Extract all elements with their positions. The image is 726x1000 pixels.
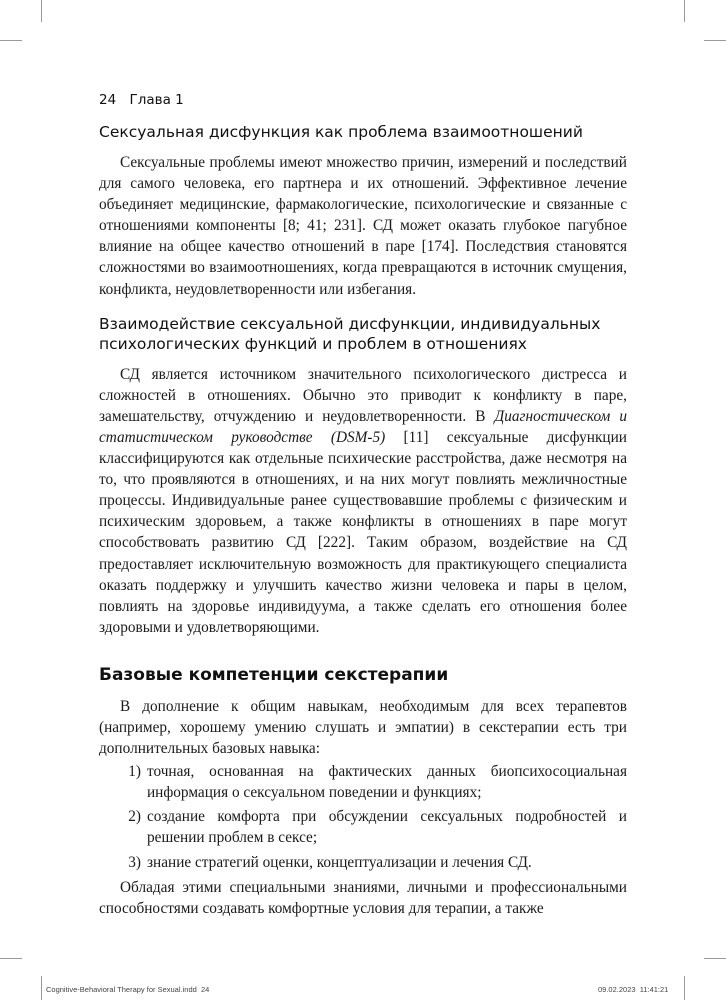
body-paragraph: В дополнение к общим навыкам, необходимым для всех терапевтов (например, хорошему умению слушать и эмпатии) в секстерапии есть три дополнительных базовых навыка: — [99, 697, 627, 758]
section-heading: Сексуальная дисфункция как проблема взаимоотношений — [99, 123, 583, 141]
crop-mark — [41, 976, 42, 1000]
crop-mark — [41, 0, 42, 22]
body-paragraph: Сексуальные проблемы имеют множество причин, измерений и последствий для самого человека, его партнера и их отношений. Эффективное лечение объединяет медицинские, фармакологические, психологические и связанные с отношениями компоненты [8; 41; 231]. СД может оказать глубокое пагубное влияние на общее качество отношений в паре [174]. Последствия становятся сложностями во взаимоотношениях, когда превращаются в источник смущения, конфликта, неудовлетворенности или избегания. — [99, 154, 627, 298]
crop-mark — [0, 958, 22, 959]
crop-mark — [684, 976, 685, 1000]
list-number: 1) — [128, 763, 141, 781]
chapter-label: Глава 1 — [129, 92, 184, 108]
section-core-competencies — [99, 664, 627, 919]
main-heading: Базовые компетенции секстерапии — [99, 664, 449, 685]
crop-mark — [704, 40, 726, 41]
slug-time: 11:41:21 — [639, 985, 669, 994]
list-item — [99, 761, 627, 803]
list-item — [99, 806, 627, 848]
section-interaction — [99, 314, 627, 638]
list-text: знание стратегий оценки, концептуализации и лечения СД. — [147, 853, 532, 871]
numbered-list — [99, 761, 627, 872]
section-heading: Взаимодействие сексуальной дисфункции, индивидуальных психологических функций и проблем в отношениях — [99, 314, 601, 353]
running-head — [99, 92, 627, 108]
crop-mark — [0, 40, 22, 41]
list-number: 2) — [128, 808, 141, 826]
slug-page: 24 — [200, 985, 210, 994]
slug-filename: Cognitive-Behavioral Therapy for Sexual.indd — [46, 985, 197, 994]
print-slug-date — [598, 985, 668, 994]
list-text: точная, основанная на фактических данных биопсихосоциальная информация о сексуальном поведении и функциях; — [147, 763, 627, 802]
section-relationship-problem — [99, 122, 627, 300]
print-slug-file — [46, 985, 209, 994]
list-text: создание комфорта при обсуждении сексуальных подробностей и решении проблем в сексе; — [147, 808, 627, 847]
slug-date: 09.02.2023 — [598, 985, 636, 994]
list-item — [99, 852, 627, 873]
book-page — [99, 92, 627, 919]
list-number: 3) — [128, 853, 141, 871]
body-paragraph: Обладая этими специальными знаниями, личными и профессиональными способностями создавать комфортные условия для терапии, а также — [99, 878, 627, 917]
crop-mark — [704, 958, 726, 959]
page-number: 24 — [99, 92, 117, 108]
crop-mark — [684, 0, 685, 22]
italic-title: Диагностическом и статистическом руководстве (DSM-5) — [99, 407, 627, 446]
body-paragraph: СД является источником значительного психологического дистресса и сложностей в отношениях. Обычно это приводит к конфликту в паре, замешательству, отчуждению и неудовлетворенности. В Диагностическом и статистическом руководстве (DSM-5) [11] сексуальные дисфункции классифицируются как отдельные психические расстройства, даже несмотря на то, что проявляются в отношениях, и на них могут повлиять межличностные процессы. Индивидуальные ранее существовавшие проблемы с физическим и психическим здоровьем, а также конфликты в отношениях в паре могут способствовать развитию СД [222]. Таким образом, воздействие на СД предоставляет исключительную возможность для практикующего специалиста оказать поддержку и улучшить качество жизни человека и пары в целом, повлиять на здоровье индивидуума, а также сделать его отношения более здоровыми и удовлетворяющими. — [99, 365, 627, 636]
